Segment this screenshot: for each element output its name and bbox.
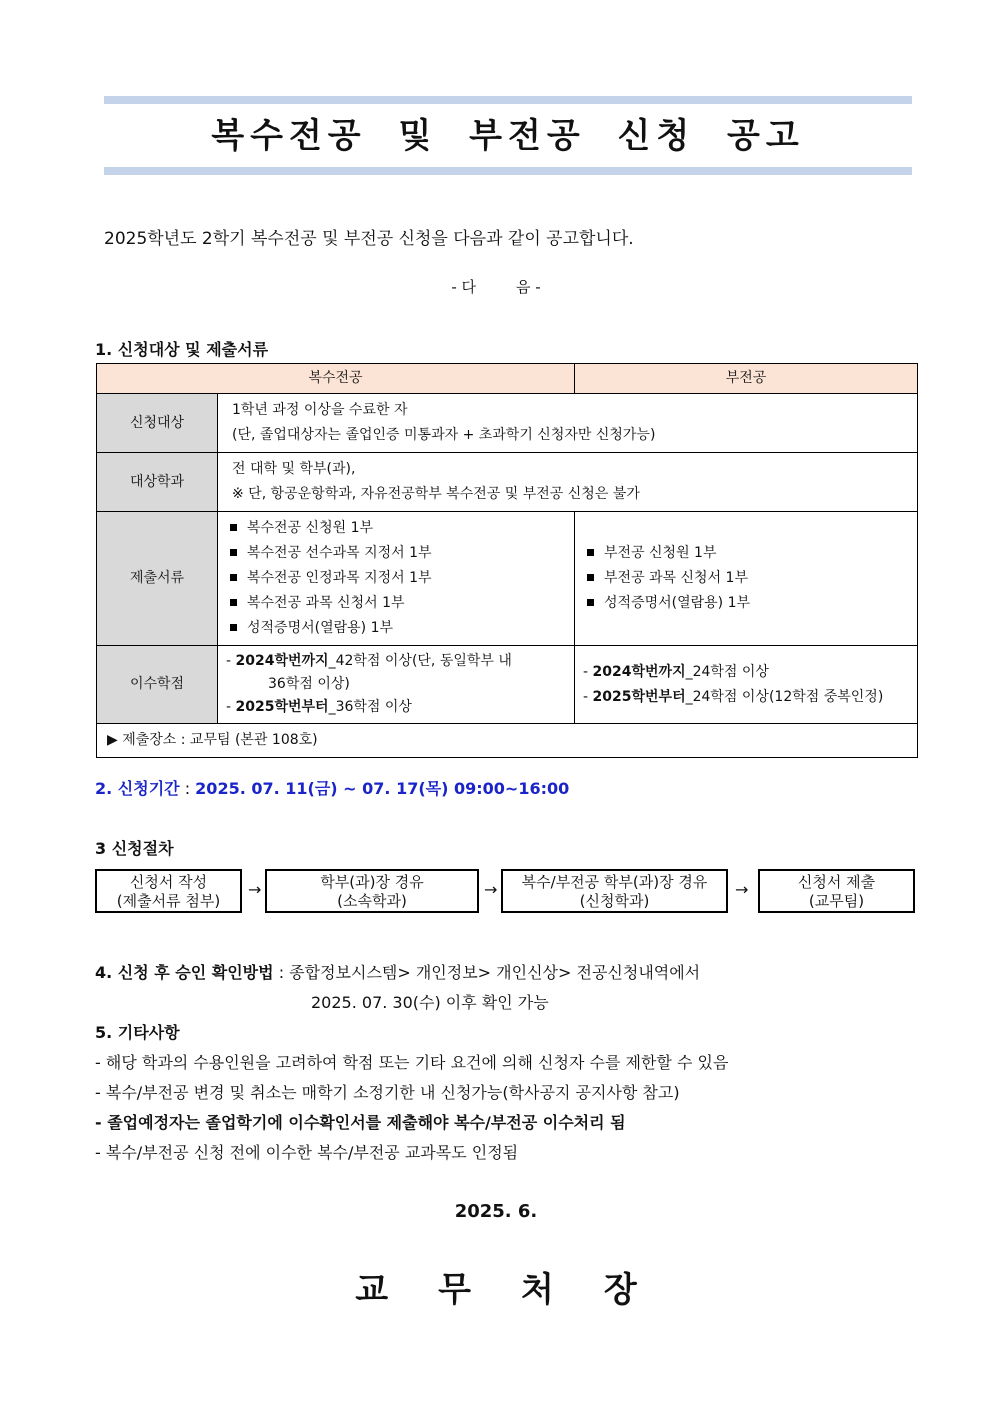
list-item: 복수전공 신청원 1부 [230,516,566,541]
period-label: 2. 신청기간 [95,779,180,798]
note-item-1: - 해당 학과의 수용인원을 고려하여 학점 또는 기타 요건에 의해 신청자 수를 제한할 수 있음 [95,1053,729,1072]
target-line2: (단, 졸업대상자는 졸업인증 미통과자 + 초과학기 신청자만 신청가능) [232,427,656,443]
square-bullet-icon [587,574,594,581]
section2-period: 2. 신청기간 : 2025. 07. 11(금) ~ 07. 17(목) 09:00~16:00 [95,779,570,798]
method-label: 4. 신청 후 승인 확인방법 [95,963,274,982]
docs-minor-cell [575,512,918,646]
issue-date: 2025. 6. [454,1201,538,1222]
signature: 교 무 처 장 [355,1270,637,1310]
list-item: 복수전공 선수과목 지정서 1부 [230,541,566,566]
intro-text: 2025학년도 2학기 복수전공 및 부전공 신청을 다음과 같이 공고합니다. [104,229,634,249]
section1-heading: 1. 신청대상 및 제출서류 [95,340,269,359]
target-line1: 1학년 과정 이상을 수료한 자 [232,402,408,418]
dept-line2: ※ 단, 항공운항학과, 자유전공학부 복수전공 및 부전공 신청은 불가 [232,486,640,502]
daum-divider [0,276,992,297]
square-bullet-icon [230,574,237,581]
square-bullet-icon [230,599,237,606]
list-item: 복수전공 과목 신청서 1부 [230,591,566,616]
square-bullet-icon [587,599,594,606]
daum-right: 음 - [516,278,541,296]
row-label-credits: 이수학점 [97,646,218,724]
square-bullet-icon [587,549,594,556]
list-item: 복수전공 인정과목 지정서 1부 [230,566,566,591]
dept-cell [218,453,918,512]
list-item: 성적증명서(열람용) 1부 [230,616,566,641]
row-label-target: 신청대상 [97,394,218,453]
flow-step-4: 신청서 제출 (교무팀) [758,869,915,913]
arrow-right-icon: → [484,880,498,899]
method-value-2: 2025. 07. 30(수) 이후 확인 가능 [311,993,549,1012]
arrow-right-icon: → [248,880,262,899]
section3-heading: 3 신청절차 [95,839,174,858]
arrow-right-icon: → [735,880,749,899]
requirements-table [96,363,918,758]
section5-heading: 5. 기타사항 [95,1023,180,1042]
period-value: 2025. 07. 11(금) ~ 07. 17(목) 09:00~16:00 [195,779,570,798]
docs-double-cell [218,512,575,646]
table-row-place [97,724,918,758]
dept-line1: 전 대학 및 학부(과), [232,461,356,477]
daum-left: - 다 [451,278,476,296]
title-band-bottom [104,167,912,175]
square-bullet-icon [230,524,237,531]
section4-method: 4. 신청 후 승인 확인방법 : 종합정보시스템> 개인정보> 개인신상> 전공신청내역에서 [95,963,701,982]
table-row-target [97,394,918,453]
row-label-dept: 대상학과 [97,453,218,512]
method-value: 종합정보시스템> 개인정보> 개인신상> 전공신청내역에서 [289,963,701,982]
square-bullet-icon [230,549,237,556]
flow-step-1: 신청서 작성 (제출서류 첨부) [95,869,242,913]
target-cell [218,394,918,453]
flow-step-2: 학부(과)장 경유 (소속학과) [265,869,479,913]
flow-step-3: 복수/부전공 학부(과)장 경유 (신청학과) [501,869,728,913]
note-item-3: - 졸업예정자는 졸업학기에 이수확인서를 제출해야 복수/부전공 이수처리 됨 [95,1113,626,1132]
submission-place: ▶ 제출장소 : 교무팀 (본관 108호) [97,724,918,758]
table-row-docs [97,512,918,646]
page-title: 복수전공 및 부전공 신청 공고 [211,116,805,156]
table-row-credits [97,646,918,724]
list-item: 성적증명서(열람용) 1부 [587,591,909,616]
note-item-2: - 복수/부전공 변경 및 취소는 매학기 소정기한 내 신청가능(학사공지 공지사항 참고) [95,1083,680,1102]
header-minor: 부전공 [575,364,918,394]
title-band-top [104,96,912,104]
header-double-major: 복수전공 [97,364,575,394]
note-item-4: - 복수/부전공 신청 전에 이수한 복수/부전공 교과목도 인정됨 [95,1143,519,1162]
list-item: 부전공 과목 신청서 1부 [587,566,909,591]
list-item: 부전공 신청원 1부 [587,541,909,566]
row-label-docs: 제출서류 [97,512,218,646]
credits-minor-cell: - 2024학번까지_24학점 이상 - 2025학번부터_24학점 이상(12학점 중복인정) [575,646,918,724]
square-bullet-icon [230,624,237,631]
table-header-row [97,364,918,394]
credits-double-cell: - 2024학번까지_42학점 이상(단, 동일학부 내 36학점 이상) - 2025학번부터_36학점 이상 [218,646,575,724]
table-row-dept [97,453,918,512]
